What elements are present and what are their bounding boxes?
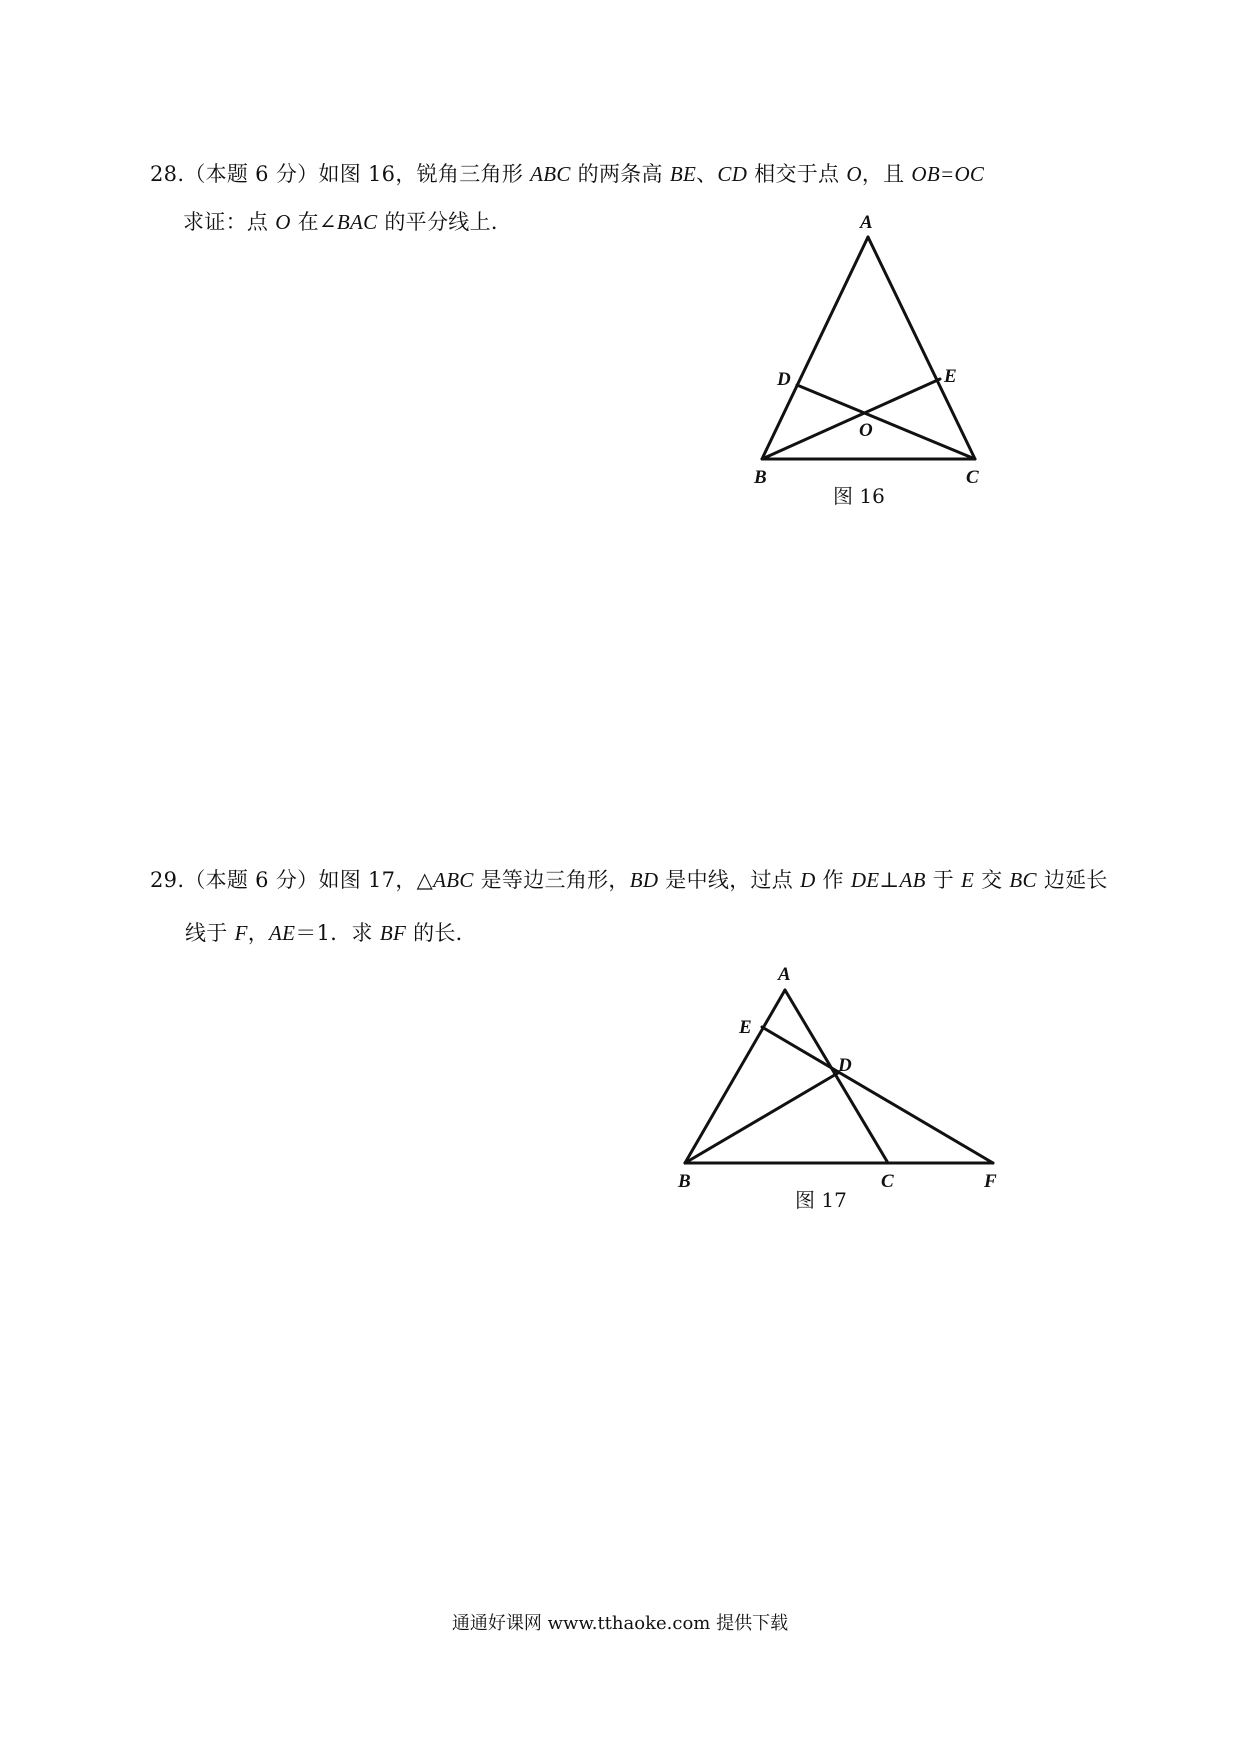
math-var: BC (1009, 868, 1037, 892)
math-var: OB=OC (911, 162, 985, 186)
math-var: AE (269, 921, 296, 945)
math-var: F (234, 921, 248, 945)
text: 交 (974, 868, 1010, 892)
text: 是等边三角形， (473, 868, 630, 892)
math-var: AB (899, 868, 926, 892)
text: 的长． (406, 921, 477, 945)
text: 于 (925, 868, 961, 892)
segment-ab (685, 990, 785, 1163)
math-var: O (275, 210, 291, 234)
text: 如图 16，锐角三角形 (318, 162, 531, 186)
text: 、 (696, 162, 718, 186)
math-var: BF (379, 921, 407, 945)
math-var: CD (717, 162, 748, 186)
text: 在∠ (290, 210, 337, 234)
text: 求证：点 (183, 210, 276, 234)
math-var: ABC (530, 162, 571, 186)
text: 的两条高 (570, 162, 670, 186)
text: ⊥ (879, 868, 900, 892)
math-var: O (846, 162, 862, 186)
math-var: ABC (433, 868, 474, 892)
math-var: E (961, 868, 975, 892)
question-number: 29. (150, 868, 185, 892)
math-var: DE (850, 868, 880, 892)
label-o: O (859, 420, 873, 441)
page-footer: 通通好课网 www.tthaoke.com 提供下载 (451, 1613, 789, 1634)
math-var: BD (629, 868, 659, 892)
label-c: C (966, 467, 979, 488)
text: 作 (815, 868, 851, 892)
text: ， (247, 921, 270, 945)
text: 边延长 (1036, 868, 1108, 892)
label-c: C (881, 1171, 894, 1192)
label-a: A (860, 212, 873, 233)
label-d: D (838, 1055, 852, 1076)
math-var: BE (669, 162, 697, 186)
question-score: （本题 6 分） (184, 162, 319, 186)
question-score: （本题 6 分） (184, 868, 319, 892)
figure-16-caption: 图 16 (833, 484, 885, 508)
text: 相交于点 (747, 162, 847, 186)
segment-bd (685, 1073, 838, 1163)
label-e: E (739, 1017, 752, 1038)
text: 的平分线上． (377, 210, 513, 234)
label-b: B (678, 1171, 691, 1192)
label-f: F (984, 1171, 997, 1192)
figure-17-caption: 图 17 (795, 1188, 847, 1212)
question-number: 28. (150, 162, 185, 186)
label-a: A (778, 964, 791, 985)
math-var: BAC (336, 210, 378, 234)
segment-ac (785, 990, 888, 1163)
label-d: D (777, 369, 791, 390)
text: 线于 (185, 921, 235, 945)
label-b: B (754, 467, 767, 488)
text: 如图 17，△ (318, 868, 434, 892)
text: ，且 (861, 162, 912, 186)
text: 是中线，过点 (658, 868, 801, 892)
label-e: E (944, 366, 957, 387)
math-var: D (800, 868, 816, 892)
text: ＝1．求 (295, 921, 380, 945)
